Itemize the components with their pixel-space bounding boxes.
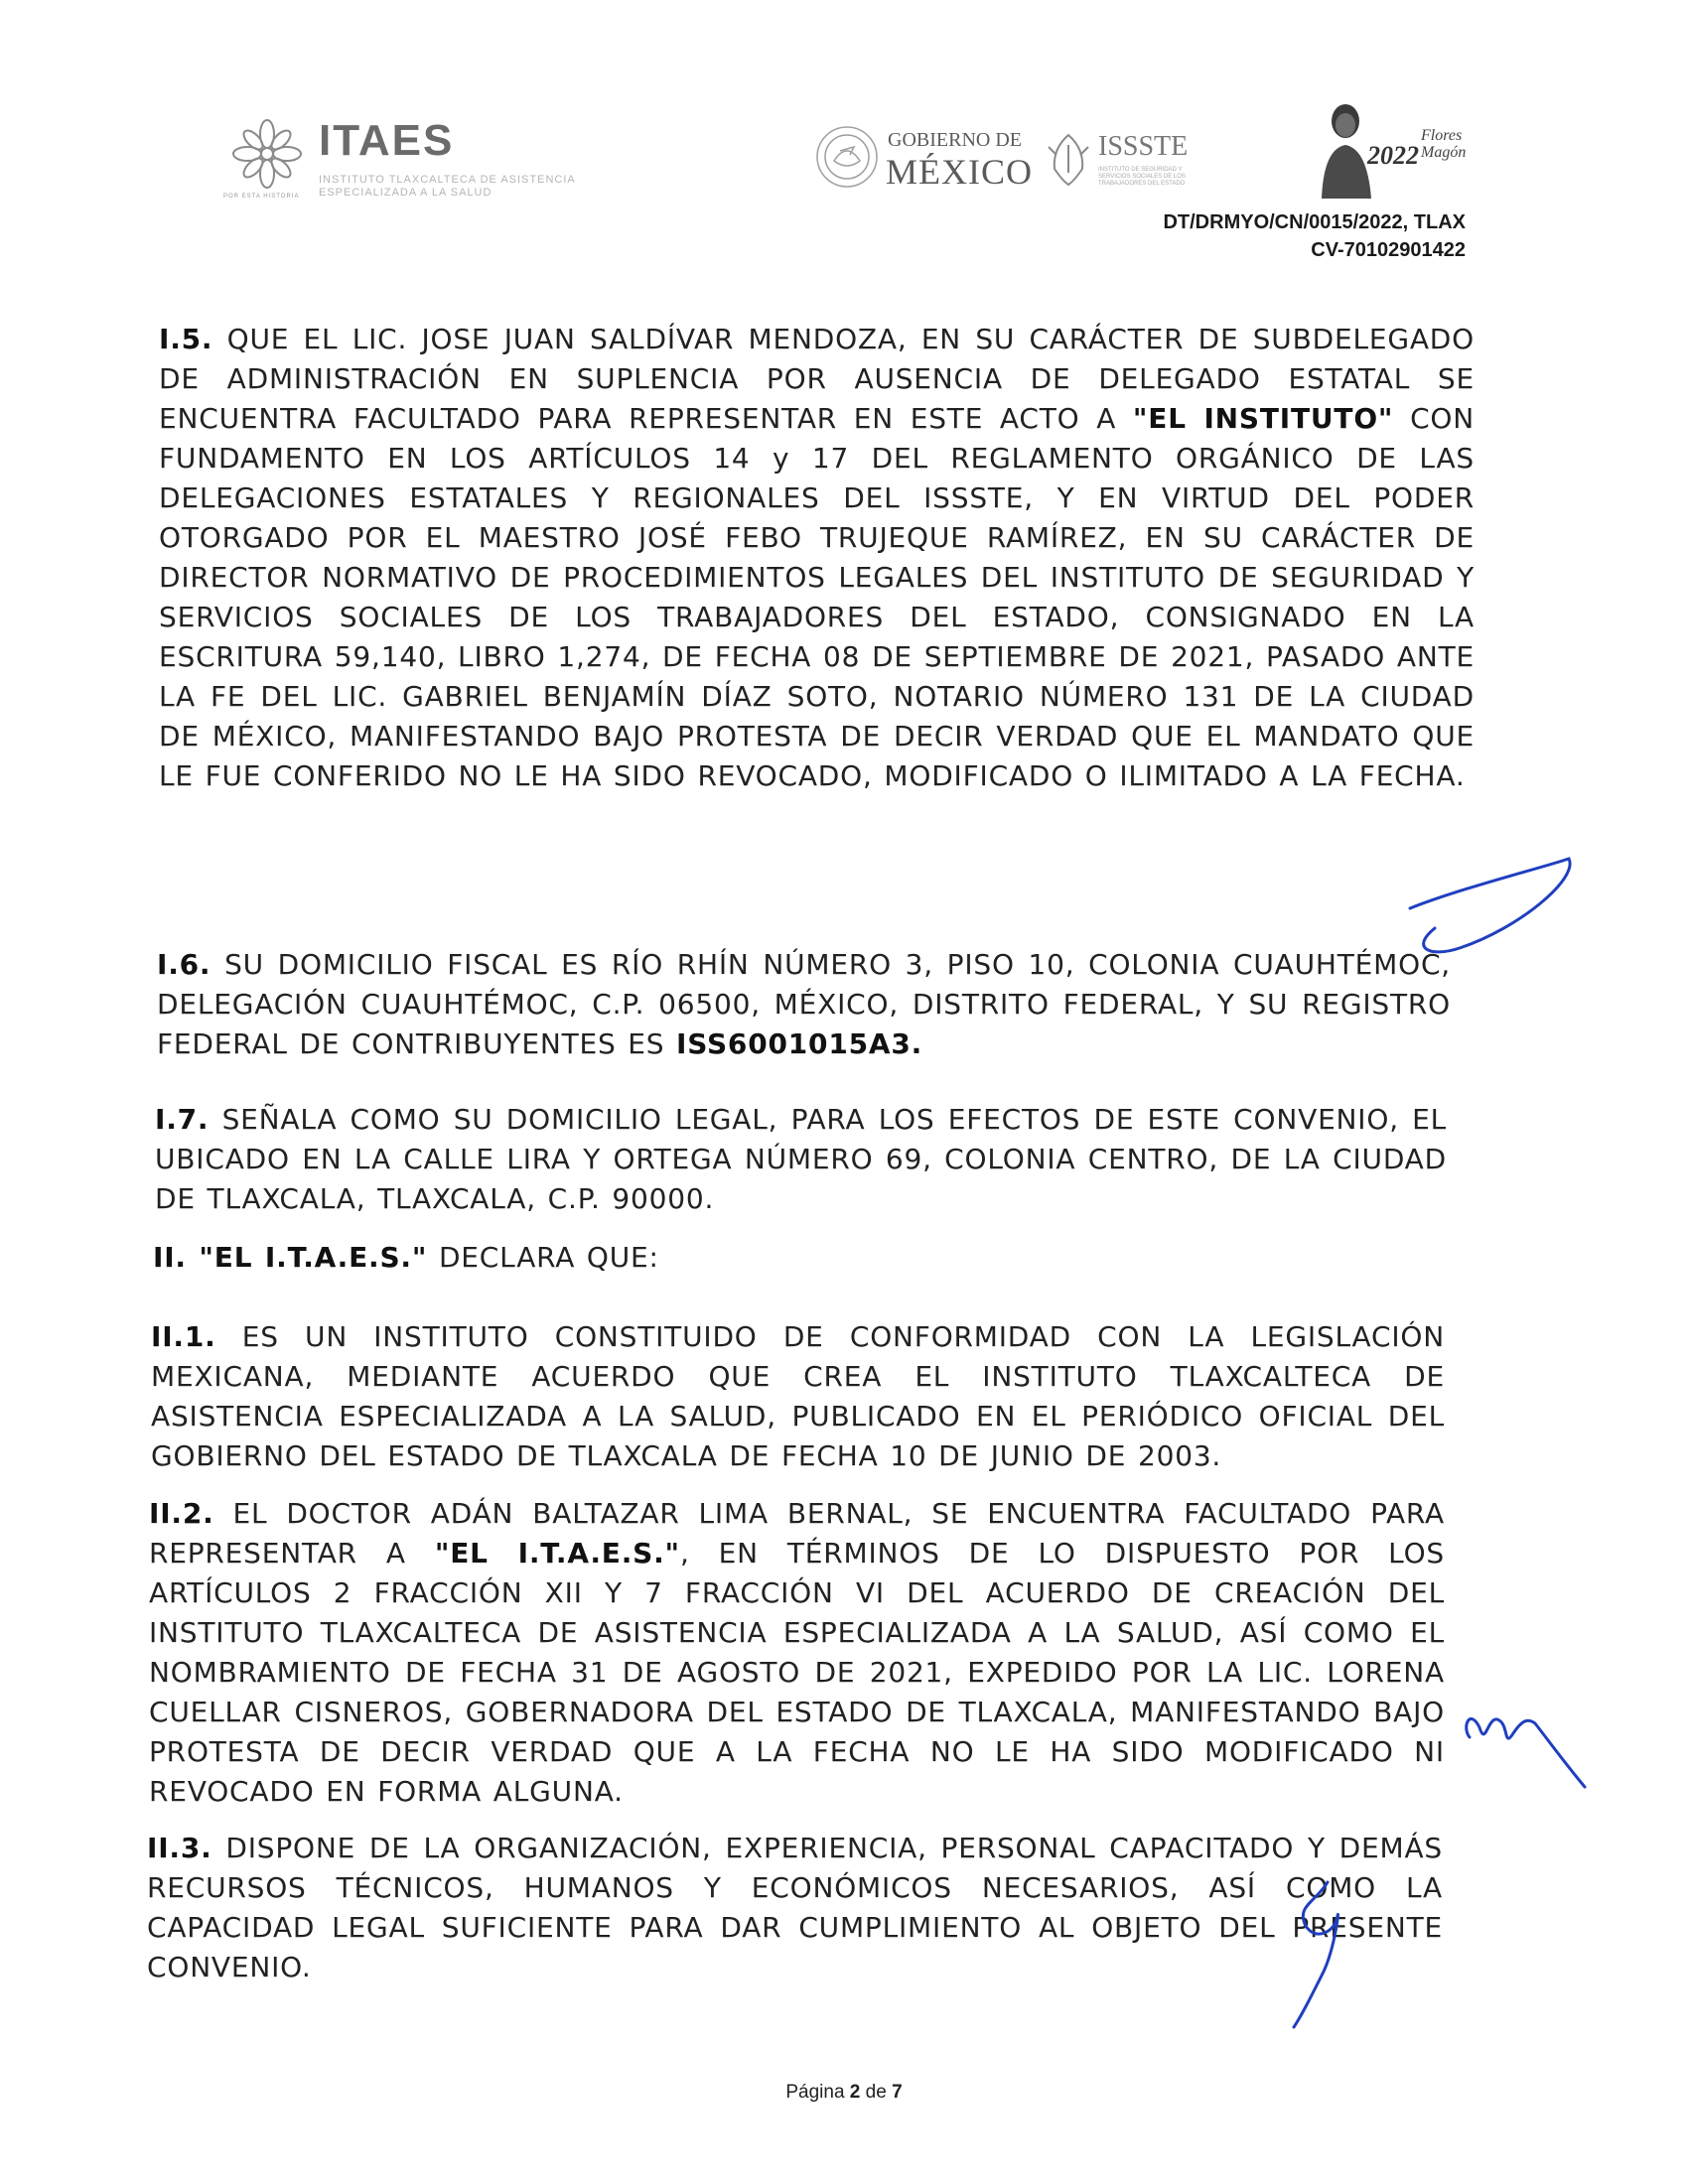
issste-logo [1043,127,1211,197]
section-label: II. [153,1241,187,1274]
clause-text: , EN TÉRMINOS DE LO DISPUESTO POR LOS ARTÍCULOS 2 FRACCIÓN XII Y 7 FRACCIÓN VI DEL ACUERDO DE CREACIÓN DEL INSTITUTO TLAXCALTECA DE ASISTENCIA ESPECIALIZADA A LA SALUD, ASÍ COMO EL NOMBRAMIENTO DE FECHA 31 DE AGOSTO DE 2021, EXPEDIDO POR LA LIC. LORENA CUELLAR CISNEROS, GOBERNADORA DEL ESTADO DE TLAXCALA, MANIFESTANDO BAJO PROTESTA DE DECIR VERDAD QUE A LA FECHA NO LE HA SIDO MODIFICADO NI REVOCADO EN FORMA ALGUNA. [149,1537,1445,1808]
itaes-logo [223,114,576,213]
clause-text: SEÑALA COMO SU DOMICILIO LEGAL, PARA LOS EFECTOS DE ESTE CONVENIO, EL UBICADO EN LA CALLE LIRA Y ORTEGA NÚMERO 69, COLONIA CENTRO, DE LA CIUDAD DE TLAXCALA, TLAXCALA, C.P. 90000. [155,1103,1447,1215]
section-text: DECLARA QUE: [427,1241,659,1274]
clause-i7 [155,1100,1447,1219]
clause-label: I.5. [159,323,213,355]
clause-ii2 [149,1494,1445,1812]
year-logo-name: Flores Magón [1421,127,1467,161]
itaes-logo-subtitle: INSTITUTO TLAXCALTECA DE ASISTENCIA ESPECIALIZADA A LA SALUD [319,174,576,199]
clause-text: ES UN INSTITUTO CONSTITUIDO DE CONFORMIDAD CON LA LEGISLACIÓN MEXICANA, MEDIANTE ACUERDO QUE CREA EL INSTITUTO TLAXCALTECA DE ASISTENCIA ESPECIALIZADA A LA SALUD, PUBLICADO EN EL PERIÓDICO OFICIAL DEL GOBIERNO DEL ESTADO DE TLAXCALA DE FECHA 10 DE JUNIO DE 2003. [151,1320,1445,1472]
signature-initials-1 [1390,849,1589,978]
contract-number: CV-70102901422 [1311,239,1466,261]
clause-i5 [159,320,1475,796]
rfc-value: ISS6001015A3. [676,1027,923,1060]
gobierno-mexico-logo [814,119,1033,199]
page-number: 2 [849,2082,861,2103]
gobierno-line1: GOBIERNO DE [888,129,1022,151]
party-name: "EL I.T.A.E.S." [434,1537,680,1570]
clause-label: II.1. [151,1320,216,1353]
clause-text: DISPONE DE LA ORGANIZACIÓN, EXPERIENCIA, PERSONAL CAPACITADO Y DEMÁS RECURSOS TÉCNICOS, HUMANOS Y ECONÓMICOS NECESARIOS, ASÍ COMO LA CAPACIDAD LEGAL SUFICIENTE PARA DAR CUMPLIMIENTO AL OBJETO DEL PRESENTE CONVENIO. [147,1832,1443,1983]
itaes-emblem-icon [227,114,307,194]
party-name: "EL I.T.A.E.S." [186,1241,428,1274]
signature-initials-2 [1458,1698,1597,1797]
portrait-icon [1316,99,1375,199]
issste-logo-title: ISSSTE [1098,131,1189,162]
page-prefix: Página [785,2082,850,2103]
itaes-logo-title: ITAES [319,116,455,165]
flores-magon-2022-logo [1316,99,1470,204]
mexico-seal-icon [814,121,880,193]
clause-ii3 [147,1829,1443,1987]
page-total: 7 [892,2082,903,2103]
section-ii-heading [153,1238,1444,1278]
page-footer [0,2082,1688,2104]
clause-text: CON FUNDAMENTO EN LOS ARTÍCULOS 14 y 17 DEL REGLAMENTO ORGÁNICO DE LAS DELEGACIONES ESTATALES Y REGIONALES DEL ISSSTE, Y EN VIRTUD DEL PODER OTORGADO POR EL MAESTRO JOSÉ FEBO TRUJEQUE RAMÍREZ, EN SU CARÁCTER DE DIRECTOR NORMATIVO DE PROCEDIMIENTOS LEGALES DEL INSTITUTO DE SEGURIDAD Y SERVICIOS SOCIALES DE LOS TRABAJADORES DEL ESTADO, CONSIGNADO EN LA ESCRITURA 59,140, LIBRO 1,274, DE FECHA 08 DE SEPTIEMBRE DE 2021, PASADO ANTE LA FE DEL LIC. GABRIEL BENJAMÍN DÍAZ SOTO, NOTARIO NÚMERO 131 DE LA CIUDAD DE MÉXICO, MANIFESTANDO BAJO PROTESTA DE DECIR VERDAD QUE EL MANDATO QUE LE FUE CONFERIDO NO LE HA SIDO REVOCADO, MODIFICADO O ILIMITADO A LA FECHA. [159,402,1475,792]
clause-label: I.7. [155,1103,210,1136]
clause-label: II.2. [149,1497,214,1530]
clause-label: II.3. [147,1832,212,1864]
clause-i6 [157,945,1451,1064]
document-reference [1163,208,1466,264]
issste-emblem-icon [1043,129,1094,189]
gobierno-line2: MÉXICO [886,152,1033,192]
clause-text: EL DOCTOR ADÁN BALTAZAR LIMA BERNAL, SE ENCUENTRA FACULTADO PARA REPRESENTAR A [149,1497,1445,1570]
signature-initials-3 [1266,1876,1385,2035]
clause-text: SU DOMICILIO FISCAL ES RÍO RHÍN NÚMERO 3, PISO 10, COLONIA CUAUHTÉMOC, DELEGACIÓN CUAUHTÉMOC, C.P. 06500, MÉXICO, DISTRITO FEDERAL, Y SU REGISTRO FEDERAL DE CONTRIBUYENTES ES [157,948,1451,1060]
clause-text: QUE EL LIC. JOSE JUAN SALDÍVAR MENDOZA, EN SU CARÁCTER DE SUBDELEGADO DE ADMINISTRACIÓN EN SUPLENCIA POR AUSENCIA DE DELEGADO ESTATAL SE ENCUENTRA FACULTADO PARA REPRESENTAR EN ESTE ACTO A [159,323,1475,435]
itaes-logo-tagline: POR ESTA HISTORIA [223,194,300,200]
clause-ii1 [151,1317,1445,1476]
page-separator: de [860,2082,893,2103]
party-name: "EL INSTITUTO" [1132,402,1394,435]
issste-logo-subtitle: INSTITUTO DE SEGURIDAD Y SERVICIOS SOCIALES DE LOS TRABAJADORES DEL ESTADO [1098,167,1186,187]
year-logo-year: 2022 [1367,141,1419,170]
clause-label: I.6. [157,948,211,981]
reference-code: DT/DRMYO/CN/0015/2022, TLAX [1163,211,1466,233]
